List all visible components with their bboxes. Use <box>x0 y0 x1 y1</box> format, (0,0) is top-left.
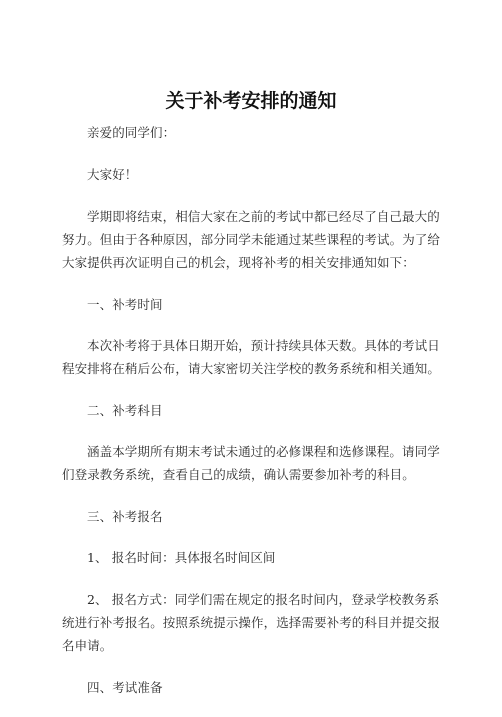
greeting-hello: 大家好！ <box>87 167 138 182</box>
document-title: 关于补考安排的通知 <box>165 90 337 112</box>
section-heading-subjects: 二、补考科目 <box>87 403 163 418</box>
registration-time-item: 1、 报名时间：具体报名时间区间 <box>87 550 276 565</box>
section-heading-preparation: 四、考试准备 <box>87 680 163 695</box>
subjects-paragraph: 涵盖本学期所有期末考试未通过的必修课程和选修课程。请同学们登录教务系统，查看自己的成绩，确认需要参加补考的科目。 <box>62 444 440 482</box>
time-paragraph: 本次补考将于具体日期开始，预计持续具体天数。具体的考试日程安排将在稍后公布，请大家密切关注学校的教务系统和相关通知。 <box>62 338 441 376</box>
section-heading-time: 一、补考时间 <box>87 297 163 312</box>
document-body <box>62 121 442 717</box>
greeting-salutation: 亲爱的同学们： <box>87 125 176 140</box>
section-heading-registration: 三、补考报名 <box>87 509 163 524</box>
registration-method-item: 2、 报名方式：同学们需在规定的报名时间内，登录学校教务系统进行补考报名。按照系统提示操作，选择需要补考的科目并提交报名申请。 <box>62 592 441 653</box>
intro-paragraph: 学期即将结束，相信大家在之前的考试中都已经尽了自己最大的努力。但由于各种原因，部分同学未能通过某些课程的考试。为了给大家提供再次证明自己的机会，现将补考的相关安排通知如下： <box>62 209 441 270</box>
